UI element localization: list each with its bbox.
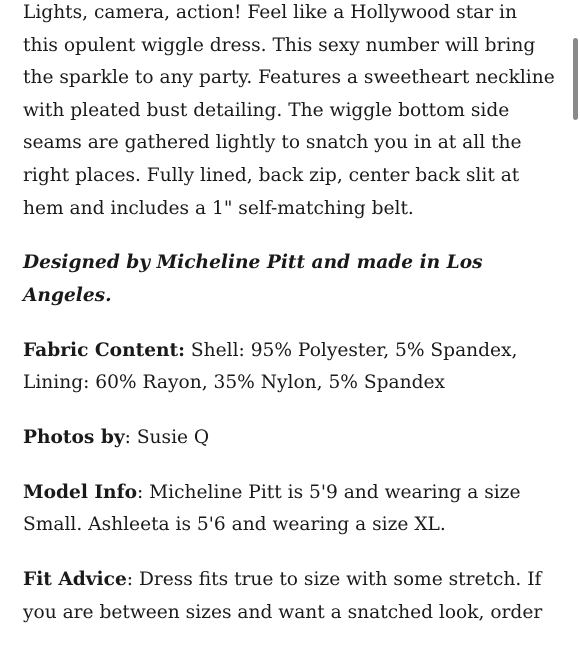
product-description bbox=[23, 0, 555, 652]
model-info-label: Model Info bbox=[23, 481, 137, 503]
fit-advice-label: Fit Advice bbox=[23, 569, 127, 591]
fabric-content bbox=[23, 335, 555, 400]
description-paragraph: Lights, camera, action! Feel like a Hollywood star in this opulent wiggle dress. This sexy number will bring the sparkle to any party. Features a sweetheart neckline with pleated bust detailing. The wiggle bottom side seams are gathered lightly to snatch you in at all the right places. Fully lined, back zip, center back slit at hem and includes a 1" self-matching belt. bbox=[23, 2, 555, 219]
fit-advice bbox=[23, 564, 555, 629]
model-info bbox=[23, 477, 555, 542]
model-info-value: : Micheline Pitt is 5'9 and wearing a size Small. Ashleeta is 5'6 and wearing a size XL. bbox=[23, 481, 521, 536]
designer-credit: Designed by Micheline Pitt and made in Los Angeles. bbox=[23, 252, 483, 306]
photos-credit bbox=[23, 422, 555, 455]
fit-advice-value: : Dress fits true to size with some stretch. If you are between sizes and want a snatched look, order bbox=[23, 569, 543, 623]
photos-credit-value: : Susie Q bbox=[124, 427, 210, 449]
fabric-content-label: Fabric Content: bbox=[23, 339, 185, 361]
vertical-scrollbar[interactable] bbox=[573, 38, 578, 120]
photos-credit-label: Photos by bbox=[23, 427, 125, 449]
fabric-content-value: Shell: 95% Polyester, 5% Spandex, Lining: 60% Rayon, 35% Nylon, 5% Spandex bbox=[23, 339, 518, 394]
